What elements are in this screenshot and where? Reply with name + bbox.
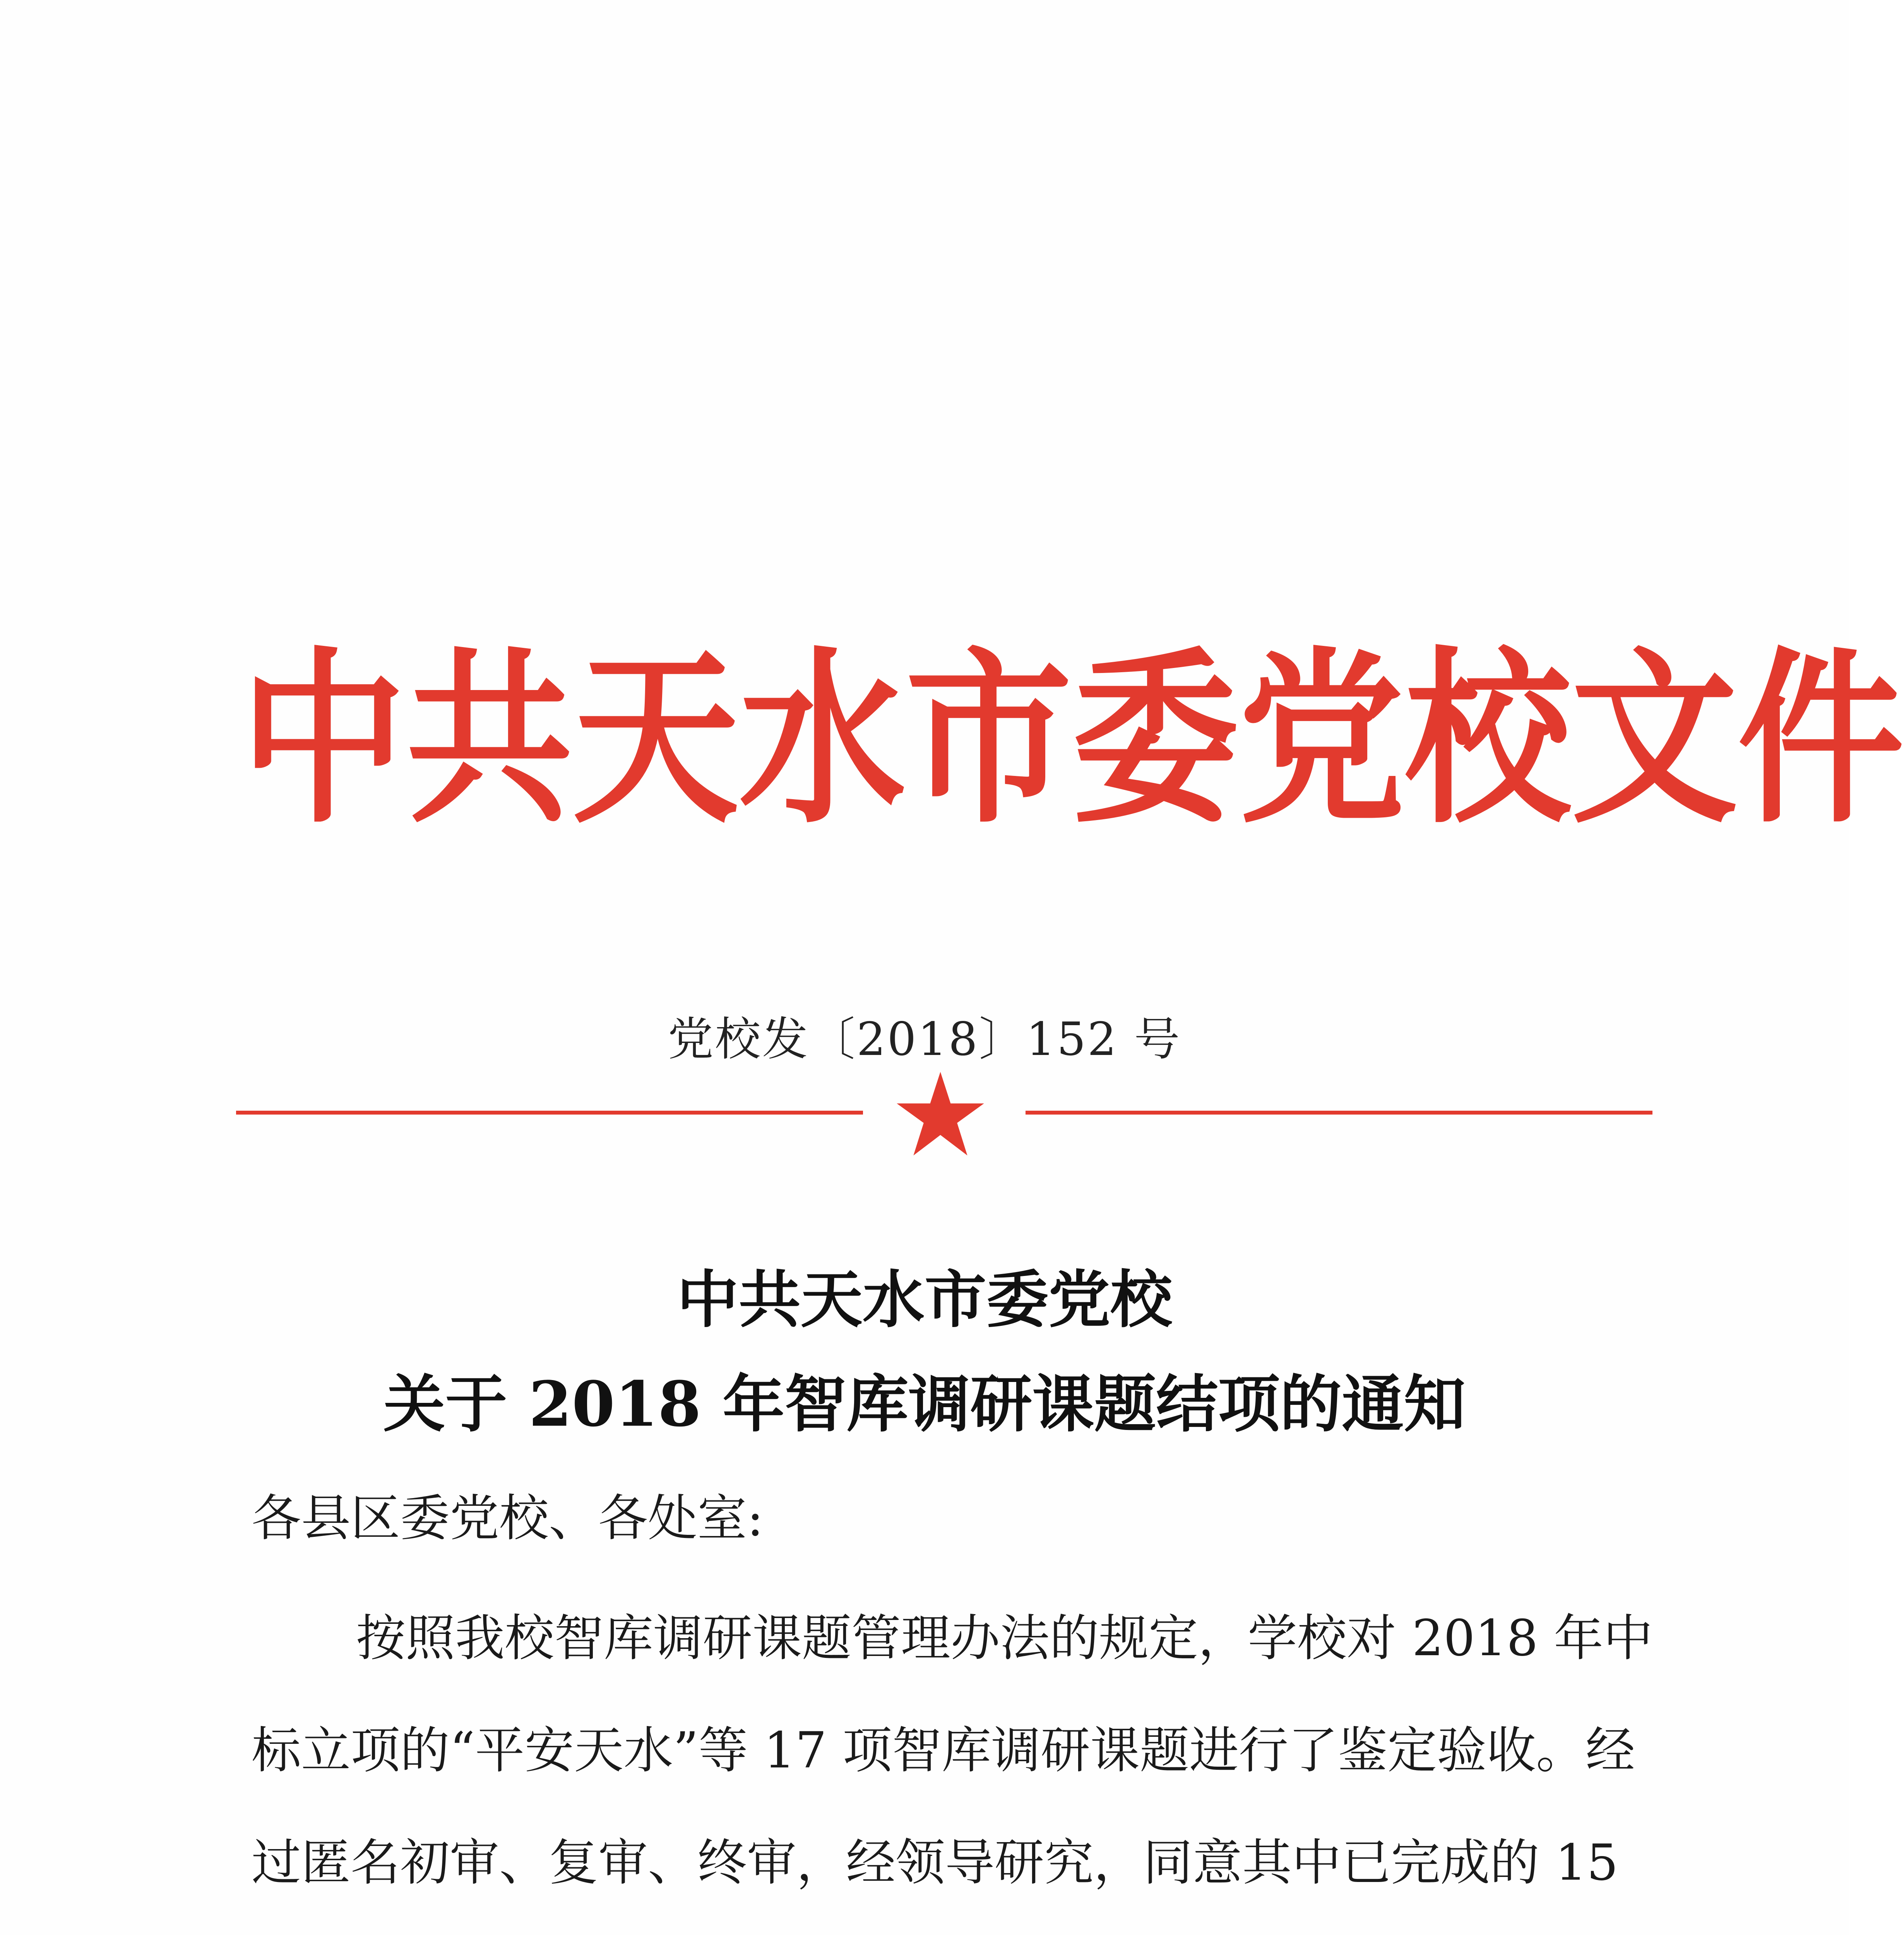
document-number: 党校发〔2018〕152 号 bbox=[668, 1012, 1181, 1066]
paragraph-line: 按照我校智库调研课题管理办法的规定，学校对 2018 年中 bbox=[356, 1610, 1653, 1667]
notice-title-line-2: 关于 2018 年智库调研课题结项的通知 bbox=[383, 1368, 1466, 1440]
masthead-char: 中 bbox=[240, 629, 406, 849]
masthead-char: 水 bbox=[739, 629, 906, 849]
masthead-char: 委 bbox=[1072, 629, 1238, 849]
paragraph-line: 标立项的“平安天水”等 17 项智库调研课题进行了鉴定验收。经 bbox=[252, 1722, 1635, 1779]
masthead-char: 天 bbox=[573, 629, 739, 849]
paragraph-line: 过匿名初审、复审、终审，经领导研究，同意其中已完成的 15 bbox=[252, 1834, 1618, 1892]
salutation-text: 各县区委党校、各处室: bbox=[252, 1490, 764, 1547]
notice-title-line-1: 中共天水市委党校 bbox=[676, 1263, 1172, 1336]
masthead-char: 共 bbox=[406, 629, 573, 849]
masthead-char: 校 bbox=[1405, 629, 1571, 849]
red-divider-left bbox=[236, 1111, 863, 1115]
masthead-char: 市 bbox=[906, 629, 1072, 849]
red-star-icon bbox=[894, 1068, 987, 1161]
masthead-char: 文 bbox=[1571, 629, 1738, 849]
masthead-char: 党 bbox=[1238, 629, 1405, 849]
masthead-title bbox=[240, 604, 1904, 875]
masthead-char: 件 bbox=[1738, 629, 1904, 849]
red-divider-right bbox=[1026, 1111, 1652, 1115]
